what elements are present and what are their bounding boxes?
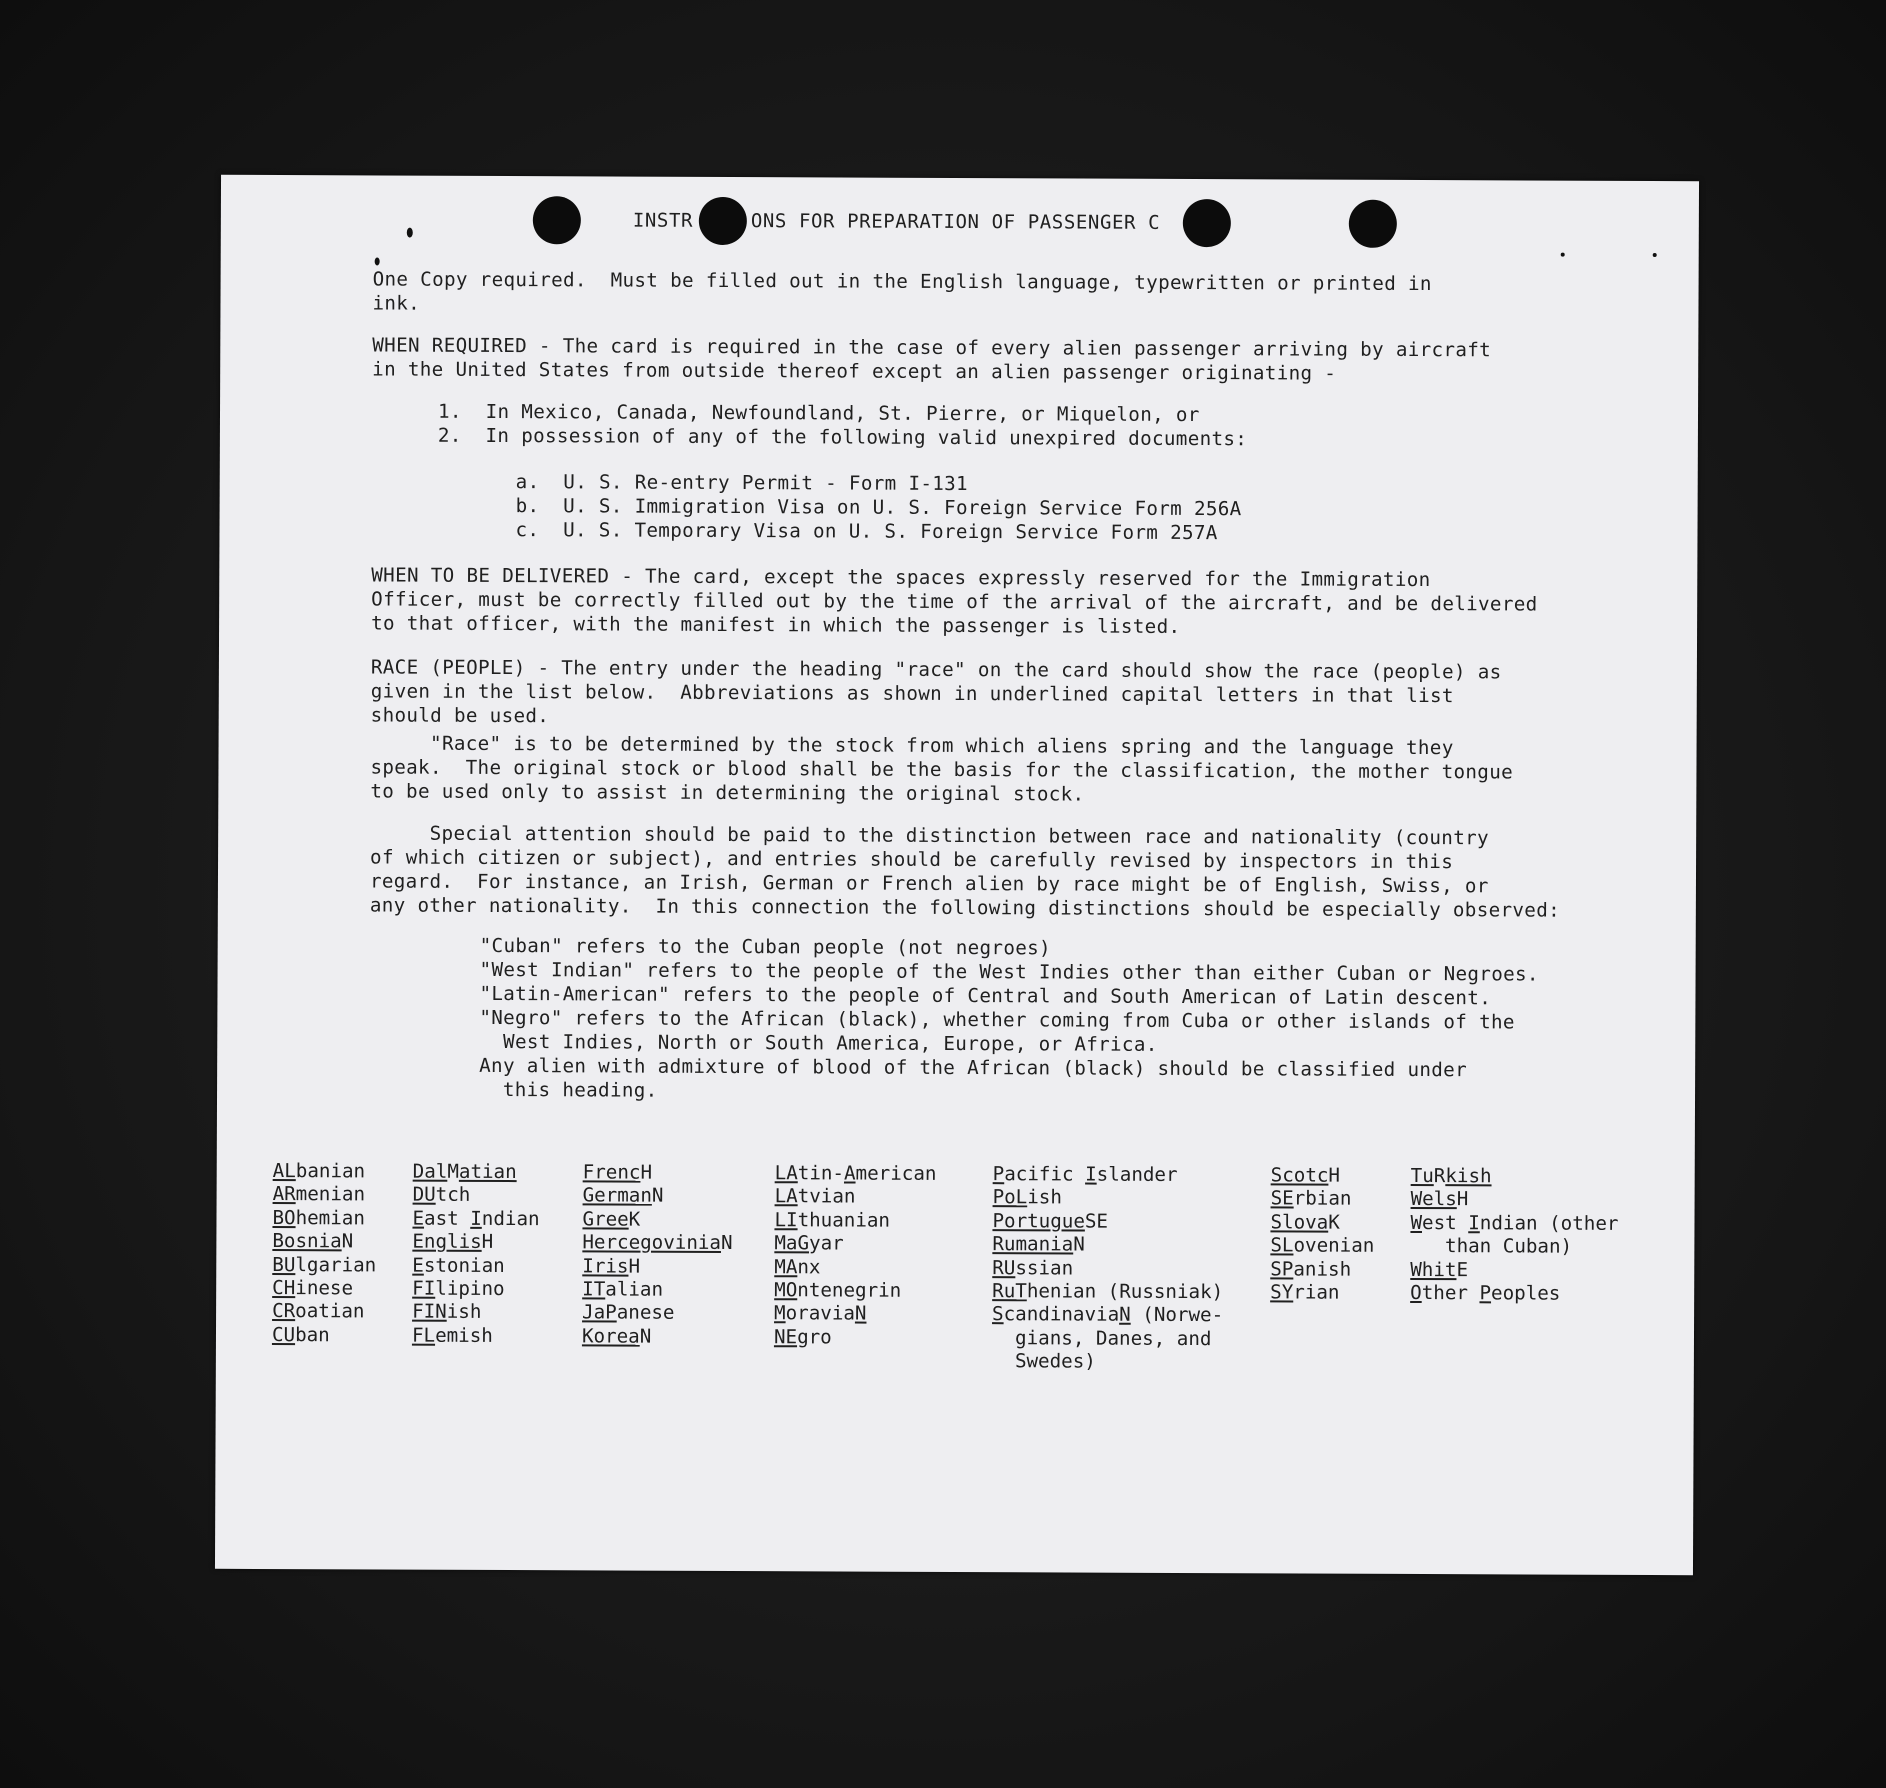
race-name-part: yar — [808, 1231, 844, 1255]
race-entry — [992, 1326, 1223, 1350]
race-name-part: H — [481, 1230, 494, 1254]
race-name-part: ssian — [1015, 1255, 1074, 1280]
race-entry — [412, 1300, 539, 1324]
race-entry — [992, 1256, 1223, 1280]
race-name-part: (Norwe- — [1130, 1303, 1224, 1327]
race-name-part: anese — [616, 1300, 675, 1325]
race-abbreviation: BU — [272, 1252, 296, 1276]
race-entry — [774, 1278, 936, 1302]
race-name-part: tvian — [797, 1184, 856, 1208]
race-entry — [774, 1255, 936, 1279]
race-column — [992, 1162, 1224, 1374]
race-abbreviation: Gree — [582, 1207, 629, 1231]
race-abbreviation: Korea — [581, 1324, 640, 1348]
punch-hole — [1349, 200, 1397, 248]
race-abbreviation: RU — [992, 1255, 1016, 1279]
race-name-part: inese — [295, 1276, 354, 1300]
race-entry — [272, 1229, 376, 1253]
race-name-part: ovenian — [1293, 1233, 1375, 1257]
race-name-part: ish — [446, 1300, 482, 1324]
race-name-part: est — [1422, 1210, 1469, 1235]
race-name-part: M — [447, 1159, 459, 1183]
instruction-card — [215, 175, 1699, 1575]
exception-item: 2. In possession of any of the following valid unexpired documents: — [437, 423, 1248, 451]
race-name-part: gro — [797, 1325, 832, 1349]
race-entry — [1411, 1187, 1619, 1211]
race-entry — [272, 1299, 376, 1323]
race-abbreviation: SL — [1270, 1233, 1294, 1257]
race-name-part: lipino — [435, 1276, 505, 1300]
race-entry — [582, 1324, 732, 1348]
race-name-part: H — [1456, 1187, 1469, 1211]
race-abbreviation: MaG — [774, 1231, 810, 1255]
race-name-part: henian (Russniak) — [1026, 1279, 1224, 1304]
race-abbreviation: CR — [272, 1299, 296, 1323]
race-abbreviation: I — [1468, 1211, 1480, 1235]
race-name-part: H — [1328, 1163, 1341, 1187]
race-name-part: slander — [1096, 1162, 1178, 1186]
race-abbreviation: E — [412, 1206, 425, 1230]
race-name-part: K — [628, 1207, 641, 1231]
race-entry — [413, 1160, 540, 1184]
race-entry — [413, 1183, 540, 1207]
ink-speck — [407, 228, 413, 238]
race-abbreviation: Scotc — [1270, 1163, 1329, 1187]
race-entry — [412, 1277, 539, 1301]
card-heading-right: ONS FOR PREPARATION OF PASSENGER C — [750, 210, 1161, 234]
when-delivered-paragraph: WHEN TO BE DELIVERED - The card, except the spaces expressly reserved for the Immigration Officer, must be correctly filled out by the time of the arrival of the aircraft, and be delivered to that officer, with the manifest in which the passenger is listed. — [371, 563, 1538, 638]
race-abbreviation: AR — [272, 1182, 296, 1206]
race-abbreviation: N — [1119, 1303, 1131, 1327]
race-abbreviation: SY — [1270, 1280, 1294, 1304]
race-entry — [582, 1254, 732, 1278]
race-column — [774, 1161, 937, 1349]
race-name-part: ther — [1421, 1280, 1480, 1305]
race-name-part: nx — [797, 1254, 821, 1278]
race-name-part: N — [720, 1231, 733, 1255]
race-abbreviation: P — [992, 1162, 1005, 1186]
race-abbreviation: kish — [1445, 1164, 1492, 1188]
race-name-part: SE — [1084, 1209, 1109, 1233]
race-paragraph: RACE (PEOPLE) - The entry under the heading "race" on the card should show the race (people) as given in the list below. Abbreviations as shown in underlined capital letters in that list should be used. — [370, 655, 1502, 728]
race-name-part: than Cuban) — [1410, 1234, 1573, 1258]
race-abbreviation: CH — [272, 1275, 296, 1300]
race-abbreviation: Rumania — [992, 1232, 1074, 1256]
race-abbreviation: BO — [272, 1205, 296, 1229]
document-item: c. U. S. Temporary Visa on U. S. Foreign Service Form 257A — [515, 518, 1218, 545]
race-entry — [774, 1231, 936, 1255]
ink-speck — [1561, 253, 1565, 257]
race-abbreviation: LA — [774, 1161, 798, 1185]
card-heading-left: INSTR — [632, 209, 694, 232]
race-entry — [1271, 1187, 1375, 1211]
race-entry — [582, 1277, 732, 1301]
race-column — [272, 1159, 377, 1347]
race-name-part: N — [341, 1229, 354, 1253]
race-name-part: menian — [295, 1182, 366, 1206]
race-entry — [993, 1186, 1224, 1210]
race-abbreviation: Portugue — [992, 1208, 1085, 1233]
race-abbreviation: CU — [271, 1322, 296, 1346]
race-entry — [1270, 1280, 1374, 1304]
race-abbreviation: Frenc — [582, 1160, 641, 1184]
race-name-part: rian — [1293, 1280, 1340, 1304]
race-entry — [272, 1253, 376, 1277]
punch-hole — [533, 196, 581, 244]
race-name-part: thuanian — [797, 1208, 891, 1232]
race-abbreviation: O — [1410, 1280, 1422, 1304]
race-entry — [1411, 1164, 1619, 1188]
race-abbreviation: NE — [773, 1324, 798, 1349]
document-item: b. U. S. Immigration Visa on U. S. Foreign Service Form 256A — [515, 494, 1242, 521]
race-name-part: lgarian — [295, 1252, 377, 1277]
race-abbreviation: German — [582, 1183, 652, 1208]
race-entry — [1270, 1210, 1374, 1234]
race-name-part: N — [639, 1324, 652, 1348]
race-name-part: anish — [1293, 1257, 1352, 1281]
race-abbreviation: FIN — [412, 1299, 447, 1324]
race-entry — [412, 1206, 539, 1230]
when-required-paragraph: WHEN REQUIRED - The card is required in the case of every alien passenger arriving by aircraft in the United States from outside thereof except an alien passenger originating - — [372, 333, 1492, 385]
race-abbreviation: N — [854, 1301, 867, 1325]
race-abbreviation: Wels — [1410, 1187, 1457, 1211]
race-entry — [774, 1302, 936, 1326]
race-column — [582, 1160, 733, 1348]
race-abbreviation: DU — [412, 1183, 436, 1207]
special-attention-paragraph: Special attention should be paid to the distinction between race and nationality (country of which citizen or subject), and entries should be carefully revised by inspectors in this regard. For instance, an Irish, German or French alien by race might be of English, Swiss, or any other nationality. In this connection the following distinctions should be especially observed: — [369, 821, 1561, 922]
race-column — [1270, 1163, 1375, 1304]
race-entry — [992, 1303, 1223, 1327]
race-entry — [582, 1231, 732, 1255]
race-name-part: E — [1456, 1257, 1469, 1281]
race-entry — [1270, 1234, 1374, 1258]
race-entry — [412, 1323, 539, 1347]
race-abbreviation: AL — [272, 1159, 296, 1183]
race-name-part: emish — [435, 1323, 493, 1347]
race-abbreviation: IT — [582, 1277, 606, 1301]
race-abbreviation: atian — [458, 1159, 517, 1184]
race-entry — [273, 1159, 377, 1183]
race-entry — [1410, 1211, 1618, 1235]
race-name-part: candinavia — [1003, 1302, 1120, 1327]
race-entry — [992, 1232, 1223, 1256]
race-name-part: Swedes) — [991, 1349, 1096, 1373]
race-abbreviation: Bosnia — [272, 1229, 342, 1253]
exception-item: 1. In Mexico, Canada, Newfoundland, St. Pierre, or Miquelon, or — [437, 399, 1200, 427]
race-name-part: eoples — [1491, 1281, 1561, 1305]
race-entry — [992, 1209, 1223, 1233]
race-entry — [412, 1253, 539, 1277]
race-entry — [992, 1349, 1223, 1373]
punch-hole — [1183, 199, 1231, 247]
race-name-part: banian — [295, 1159, 366, 1183]
race-name-part: N — [651, 1184, 664, 1208]
race-abbreviation: Tu — [1410, 1163, 1434, 1188]
race-entry — [583, 1160, 733, 1184]
race-entry — [992, 1279, 1223, 1303]
race-name-part: H — [640, 1160, 653, 1184]
race-abbreviation: M — [774, 1301, 786, 1325]
race-abbreviation: FL — [411, 1323, 436, 1347]
race-name-part: N — [1073, 1232, 1085, 1256]
race-abbreviation: Hercegovinia — [582, 1230, 722, 1255]
race-abbreviation: PoL — [992, 1185, 1028, 1209]
race-name-part: K — [1328, 1210, 1340, 1234]
ink-speck — [375, 257, 380, 265]
race-abbreviation: SP — [1270, 1256, 1294, 1281]
race-name-part: oatian — [295, 1299, 365, 1323]
race-name-part: R — [1433, 1164, 1446, 1188]
race-entry — [272, 1323, 376, 1347]
race-abbreviation: Iris — [582, 1253, 629, 1278]
race-abbreviation: LI — [774, 1207, 798, 1232]
race-name-part: ast — [424, 1206, 471, 1230]
race-name-part: stonian — [423, 1253, 505, 1277]
race-entry — [582, 1301, 732, 1325]
race-abbreviation: W — [1410, 1210, 1423, 1234]
race-abbreviation: P — [1479, 1281, 1492, 1305]
race-abbreviation: Englis — [412, 1229, 482, 1254]
race-abbreviation: RuT — [992, 1279, 1027, 1303]
punch-hole — [699, 197, 747, 245]
race-abbreviation: A — [843, 1161, 856, 1185]
race-entry — [1270, 1257, 1374, 1281]
race-abbreviation: E — [412, 1253, 424, 1277]
race-abbreviation: FI — [412, 1276, 436, 1300]
race-name-part: ish — [1027, 1185, 1062, 1209]
race-name-part: alian — [605, 1277, 664, 1301]
race-abbreviation: Slova — [1270, 1210, 1329, 1234]
race-entry — [1271, 1163, 1375, 1187]
race-entry — [774, 1325, 936, 1349]
race-abbreviation: MO — [774, 1278, 798, 1302]
race-entry — [583, 1184, 733, 1208]
race-name-part: H — [628, 1254, 641, 1278]
ink-speck — [1653, 253, 1657, 257]
race-name-part: rbian — [1293, 1186, 1352, 1211]
race-column — [412, 1160, 540, 1348]
race-entry — [1410, 1234, 1618, 1258]
race-column — [1410, 1164, 1619, 1305]
race-name-part: gians, Danes, and — [991, 1325, 1212, 1350]
race-abbreviation: I — [1085, 1162, 1097, 1186]
race-entry — [1410, 1281, 1618, 1305]
race-entry — [582, 1207, 732, 1231]
race-entry — [272, 1206, 376, 1230]
race-entry — [774, 1208, 936, 1232]
race-entry — [993, 1162, 1224, 1186]
race-name-part: hemian — [295, 1205, 365, 1230]
document-item: a. U. S. Re-entry Permit - Form I-131 — [515, 470, 969, 496]
race-name-part: ndian — [481, 1206, 540, 1230]
race-entry — [272, 1276, 376, 1300]
race-abbreviation: S — [992, 1302, 1004, 1326]
race-abbreviation: MA — [774, 1254, 798, 1278]
race-name-part: acific — [1004, 1162, 1086, 1186]
race-entry — [775, 1185, 937, 1209]
race-name-part: tin- — [797, 1161, 845, 1185]
race-abbreviation: I — [470, 1206, 482, 1230]
race-name-part: oravia — [785, 1301, 856, 1325]
race-entry — [273, 1182, 377, 1206]
distinctions-list: "Cuban" refers to the Cuban people (not negroes) "West Indian" refers to the people of the West Indies other than either Cuban or Negroes. "Latin-American" refers to the people of Central and South American of Latin descent. "Negro" refers to the African (black), whether coming from Cuba or other islands of the West Indies, North or South America, Europe, or Africa. Any alien with admixture of blood of the African (black) should be classified under this heading. — [479, 933, 1539, 1102]
race-definition-paragraph: "Race" is to be determined by the stock from which aliens spring and the language they speak. The original stock or blood shall be the basis for the classification, the mother tongue to be used only to assist in determining the original stock. — [370, 731, 1514, 806]
race-abbreviation: JaP — [582, 1300, 617, 1324]
race-entry — [1410, 1258, 1618, 1282]
race-name-part: merican — [855, 1161, 937, 1185]
race-entry — [775, 1161, 937, 1185]
race-name-part: tch — [435, 1183, 471, 1207]
race-entry — [412, 1230, 539, 1254]
race-abbreviation: LA — [774, 1184, 798, 1208]
race-name-part: ban — [295, 1322, 330, 1347]
race-name-part: ntenegrin — [797, 1278, 902, 1302]
race-abbreviation: Dal — [412, 1159, 448, 1183]
race-abbreviation: Whit — [1410, 1257, 1457, 1281]
race-abbreviation: SE — [1270, 1186, 1294, 1210]
copy-requirement-paragraph: One Copy required. Must be filled out in the English language, typewritten or printed in ink. — [372, 267, 1432, 315]
race-name-part: ndian (other — [1479, 1211, 1619, 1235]
